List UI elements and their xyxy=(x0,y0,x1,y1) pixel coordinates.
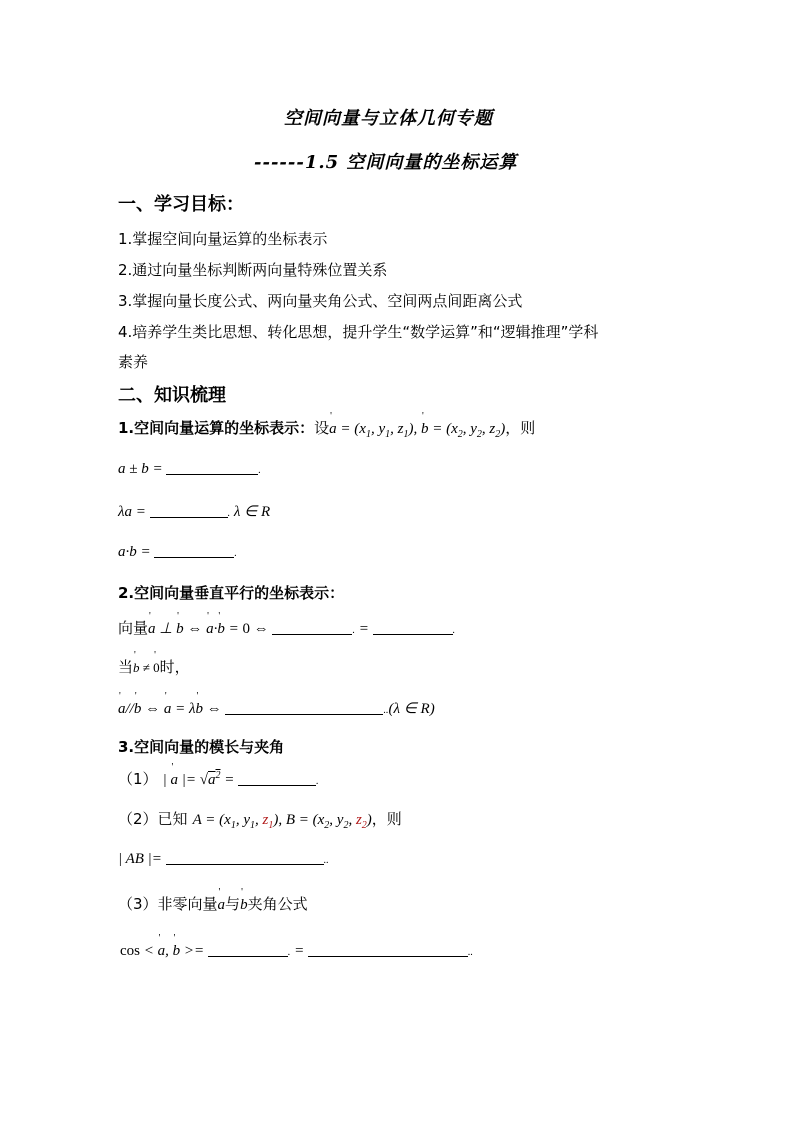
section-heading-knowledge: 二、知识梳理 xyxy=(118,385,226,406)
item3-label: （3）非零向量 xyxy=(118,895,218,913)
formula-dot: a·b = . xyxy=(118,544,237,560)
goal-item-3: 3.掌握向量长度公式、两向量夹角公式、空间两点间距离公式 xyxy=(118,292,523,310)
answer-blank-perp-1[interactable] xyxy=(272,634,352,635)
item1-label: （1） xyxy=(118,770,158,788)
cos-formula: < ' a, ' b >= xyxy=(140,943,208,959)
formula-sum-text: a ± b = xyxy=(118,461,163,477)
parallel-formula: ' a//' b ⇔ ' a = λ' b ⇔ ..(λ ∈ R) xyxy=(118,699,435,718)
points-formula: $A = (x_1$, $y_1$, $z_1$), $B = (x_2$, $y_2$, $z_2$) xyxy=(192,812,372,831)
distance-formula: | AB |= .. xyxy=(118,851,329,867)
goal-item-4: 4.培养学生类比思想、转化思想，提升学生“数学运算”和“逻辑推理”学科 xyxy=(118,323,599,341)
answer-blank-cos-2[interactable] xyxy=(308,956,468,957)
answer-blank-dot[interactable] xyxy=(154,557,234,558)
part1-label: 1.空间向量运算的坐标表示： xyxy=(118,419,315,437)
angle-intro-line xyxy=(118,893,308,914)
formula-sum: a ± b = . xyxy=(118,461,261,477)
vector-b-symbol: ' b xyxy=(240,897,248,913)
item3-and: 与 xyxy=(225,895,241,913)
norm-line: （1） | ' a |= $√a^2$ = . xyxy=(118,768,319,789)
formula-dot-text: a·b = xyxy=(118,544,151,560)
answer-blank-norm[interactable] xyxy=(238,785,316,786)
goal-item-1: 1.掌握空间向量运算的坐标表示 xyxy=(118,230,328,248)
item3-suffix: 夹角公式 xyxy=(247,895,308,913)
section-heading-goals: 一、学习目标： xyxy=(118,194,244,215)
part2-label: 2.空间向量垂直平行的坐标表示： xyxy=(118,584,345,602)
formula-scalar: λa = . λ ∈ R xyxy=(118,504,271,520)
page-subtitle: ------1.5 空间向量的坐标运算 xyxy=(254,152,518,173)
part1-line xyxy=(118,417,535,440)
perp-prefix: 向量 xyxy=(118,619,149,637)
answer-blank-distance[interactable] xyxy=(166,864,324,865)
formula-scalar-text: λa = xyxy=(118,504,146,520)
answer-blank-parallel[interactable] xyxy=(225,714,383,715)
set-word: 设 xyxy=(314,419,330,437)
answer-blank-sum[interactable] xyxy=(166,474,258,475)
vector-definitions: ' $a = (x_1$, $y_1$, $z_1$), ' $b = (x_2$, $y_2$, $z_2$) xyxy=(329,421,505,437)
goal-item-4-cont: 素养 xyxy=(118,353,149,371)
goal-item-2: 2.通过向量坐标判断两向量特殊位置关系 xyxy=(118,261,388,279)
page-title: 空间向量与立体几何专题 xyxy=(284,108,493,129)
norm-formula: | ' a |= $√a^2$ = xyxy=(163,772,238,788)
when-line xyxy=(118,656,190,677)
perp-line: 向量' a ⊥ ' b ⇔ ' a·' b = 0 ⇔ . = . xyxy=(118,617,455,638)
answer-blank-scalar[interactable] xyxy=(150,517,228,518)
answer-blank-cos-1[interactable] xyxy=(208,956,288,957)
item2-then: ，则 xyxy=(371,810,402,828)
cos-prefix: cos xyxy=(120,943,140,959)
when-suffix: 时， xyxy=(159,658,190,676)
part3-label: 3.空间向量的模长与夹角 xyxy=(118,738,285,756)
perp-formula: ' a ⊥ ' b ⇔ ' a·' b = 0 ⇔ xyxy=(148,621,272,637)
cos-formula-line: cos < ' a, ' b >= . = .. xyxy=(120,940,473,960)
item2-label: （2）已知 xyxy=(118,810,188,828)
nonzero-condition: ' b ≠ ' 0 xyxy=(133,660,160,675)
points-line xyxy=(118,808,402,831)
then-word: ，则 xyxy=(505,419,536,437)
when-word: 当 xyxy=(118,658,134,676)
vector-a-symbol: ' a xyxy=(218,897,226,913)
lambda-condition: λ ∈ R xyxy=(233,504,271,520)
answer-blank-perp-2[interactable] xyxy=(373,634,453,635)
